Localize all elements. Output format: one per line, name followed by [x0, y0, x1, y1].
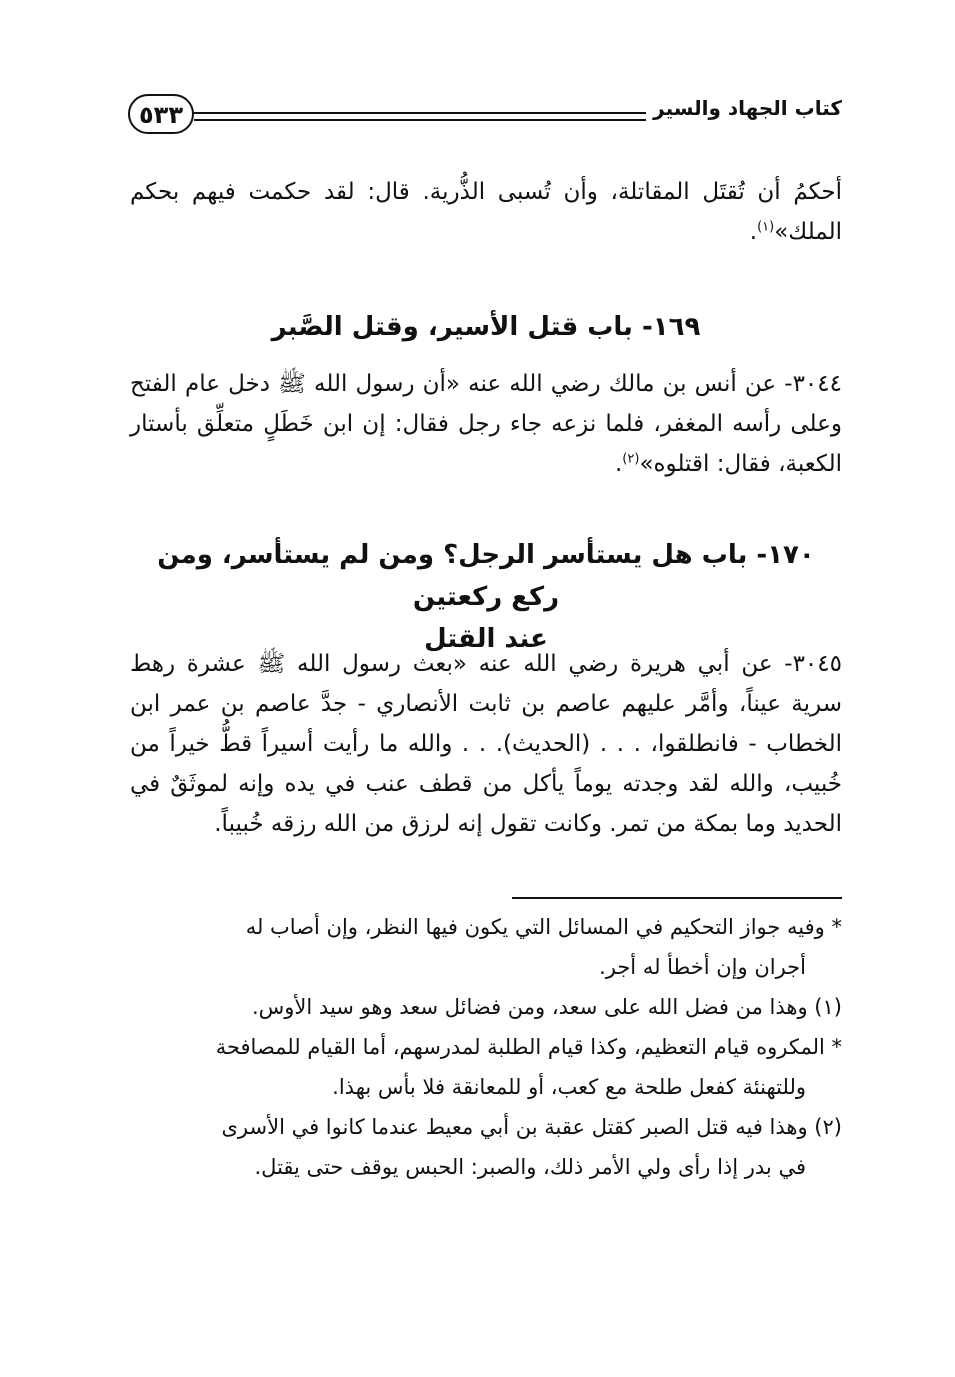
running-header — [128, 94, 842, 142]
chapter-169-heading: ١٦٩- باب قتل الأسير، وقتل الصَّبر — [271, 312, 701, 342]
footnote-separator — [512, 897, 842, 899]
chapter-170-title-line1: ١٧٠- باب هل يستأسر الرجل؟ ومن لم يستأسر، ومن ركع ركعتين — [157, 540, 815, 612]
footnote-star-2-line2: وللتهنئة كفعل طلحة مع كعب، أو للمعانقة فلا بأس بهذا. — [332, 1075, 806, 1099]
hadith-3044-text: ٣٠٤٤- عن أنس بن مالك رضي الله عنه «أن رسول الله ﷺ دخل عام الفتح وعلى رأسه المغفر، فلما نزعه جاء رجل فقال: إن ابن خَطَلٍ متعلِّق بأستار الكعبة، فقال: اقتلوه» — [130, 371, 842, 477]
page-number: ٥٣٣ — [128, 94, 194, 134]
chapter-170-title-line2: عند القتل — [424, 624, 548, 654]
footnotes — [130, 907, 842, 1187]
hadith-3044 — [130, 364, 842, 484]
footnote-2-line1: (٢) وهذا فيه قتل الصبر كقتل عقبة بن أبي معيط عندما كانوا في الأسرى — [221, 1115, 842, 1139]
continuation-text: أحكمُ أن تُقتَل المقاتلة، وأن تُسبى الذُّرية. قال: لقد حكمت فيهم بحكم الملك» — [130, 179, 842, 245]
footnote-1: (١) وهذا من فضل الله على سعد، ومن فضائل سعد وهو سيد الأوس. — [251, 995, 842, 1019]
footnote-2-line2: في بدر إذا رأى ولي الأمر ذلك، والصبر: الحبس يوقف حتى يقتل. — [254, 1155, 806, 1179]
continuation-paragraph — [130, 172, 842, 252]
footnote-ref-1: (١) — [757, 219, 775, 235]
footnote-star-2-line1: * المكروه قيام التعظيم، وكذا قيام الطلبة لمدرسهم، أما القيام للمصافحة — [215, 1035, 842, 1059]
hadith-3044-end: . — [614, 451, 623, 477]
continuation-end: . — [749, 219, 758, 245]
header-rule — [194, 112, 646, 121]
footnote-star-1-line2: أجران وإن أخطأ له أجر. — [599, 955, 806, 979]
footnote-star-1-line1: * وفيه جواز التحكيم في المسائل التي يكون فيها النظر، وإن أصاب له — [245, 915, 842, 939]
chapter-170-heading — [130, 534, 842, 660]
hadith-3045: ٣٠٤٥- عن أبي هريرة رضي الله عنه «بعث رسول الله ﷺ عشرة رهط سرية عيناً، وأمَّر عليهم عاصم بن ثابت الأنصاري - جدَّ عاصم بن عمر ابن الخطاب - فانطلقوا، . . . (الحديث). . . والله ما رأيت أسيراً قطُّ خيراً من خُبيب، والله لقد وجدته يوماً يأكل من قطف عنب في يده وإنه لموثَقٌ في الحديد وما بمكة من تمر. وكانت تقول إنه لرزق من الله رزقه خُبيباً. — [130, 651, 842, 837]
footnote-ref-2: (٢) — [622, 451, 640, 467]
header-title: كتاب الجهاد والسير — [653, 96, 842, 120]
